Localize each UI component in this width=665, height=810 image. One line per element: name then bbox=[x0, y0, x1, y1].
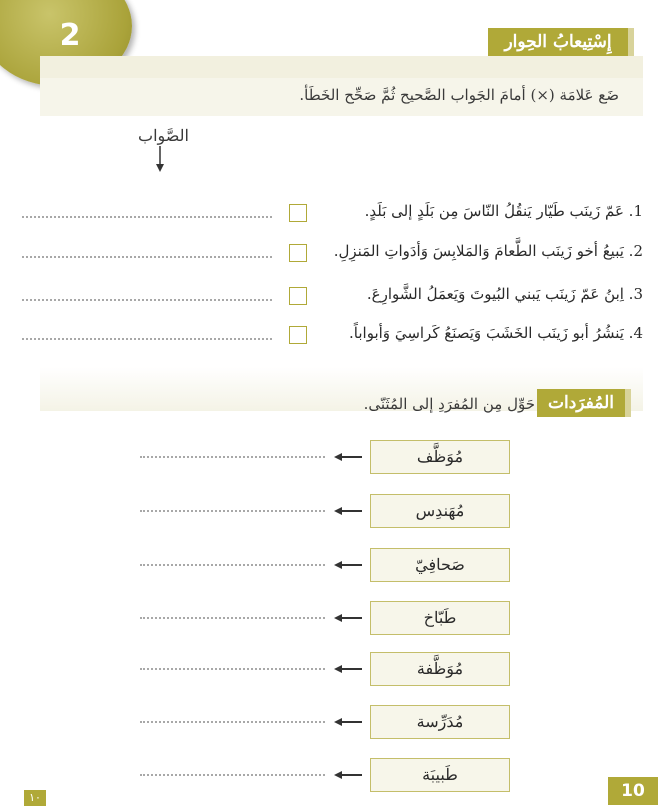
answer-line[interactable] bbox=[140, 446, 325, 458]
lesson-number: 2 bbox=[59, 18, 81, 53]
correction-line[interactable] bbox=[22, 289, 272, 301]
answer-line[interactable] bbox=[140, 554, 325, 566]
exercise-row bbox=[0, 200, 665, 226]
vocab-word: مُوَظَّفة bbox=[370, 652, 510, 686]
section-title-comprehension: إِسْتِيعابُ الحِوار bbox=[488, 28, 628, 56]
section-title-vocabulary: المُفرَدات bbox=[537, 389, 625, 417]
section-instruction: حَوِّل مِن المُفرَدِ إلى المُثَنّى. bbox=[363, 395, 535, 413]
vocab-word: طَبيبَة bbox=[370, 758, 510, 792]
correct-column-label: الصَّواب bbox=[138, 126, 189, 145]
arrow-left-icon bbox=[334, 717, 362, 727]
correction-line[interactable] bbox=[22, 328, 272, 340]
arrow-left-icon bbox=[334, 506, 362, 516]
answer-checkbox[interactable] bbox=[289, 244, 307, 262]
exercise-row bbox=[0, 283, 665, 309]
statement-text: 2. يَبيعُ أخو زَينَب الطَّعامَ وَالمَلابِسَ وَأدَواتِ المَنزِلِ. bbox=[333, 242, 643, 260]
exercise-row bbox=[0, 322, 665, 348]
statement-text: 1. عَمّ زَينَب طَيّار يَنقُلُ النّاسَ مِن بَلَدٍ إلى بَلَدٍ. bbox=[364, 202, 643, 220]
answer-line[interactable] bbox=[140, 607, 325, 619]
correction-line[interactable] bbox=[22, 246, 272, 258]
arrow-left-icon bbox=[334, 664, 362, 674]
arrow-left-icon bbox=[334, 770, 362, 780]
exercise-row bbox=[0, 240, 665, 266]
section-instruction: ضَع عَلامَة (×) أمامَ الجَواب الصَّحيح ثُمَّ صَحِّح الخَطَأ. bbox=[299, 86, 619, 104]
arrow-left-icon bbox=[334, 560, 362, 570]
down-arrow-icon bbox=[155, 146, 165, 174]
vocab-word: صَحافِيّ bbox=[370, 548, 510, 582]
answer-checkbox[interactable] bbox=[289, 287, 307, 305]
answer-checkbox[interactable] bbox=[289, 326, 307, 344]
correction-line[interactable] bbox=[22, 206, 272, 218]
vocab-word: مُهَندِس bbox=[370, 494, 510, 528]
answer-checkbox[interactable] bbox=[289, 204, 307, 222]
answer-line[interactable] bbox=[140, 658, 325, 670]
statement-text: 4. يَنشُرُ أبو زَينَب الخَشَبَ وَيَصنَعُ كَراسِيَ وَأبواباً. bbox=[349, 324, 643, 342]
arrow-left-icon bbox=[334, 452, 362, 462]
answer-line[interactable] bbox=[140, 500, 325, 512]
answer-line[interactable] bbox=[140, 711, 325, 723]
statement-text: 3. اِبنُ عَمّ زَينَب يَبني البُيوتَ وَيَعمَلُ الشَّوارِعَ. bbox=[366, 285, 643, 303]
page-number: 10 bbox=[608, 777, 658, 805]
answer-line[interactable] bbox=[140, 764, 325, 776]
vocab-word: مُوَظَّف bbox=[370, 440, 510, 474]
vocab-word: طَبّاخ bbox=[370, 601, 510, 635]
page-number-arabic: ١٠ bbox=[24, 790, 46, 806]
vocab-word: مُدَرِّسة bbox=[370, 705, 510, 739]
arrow-left-icon bbox=[334, 613, 362, 623]
